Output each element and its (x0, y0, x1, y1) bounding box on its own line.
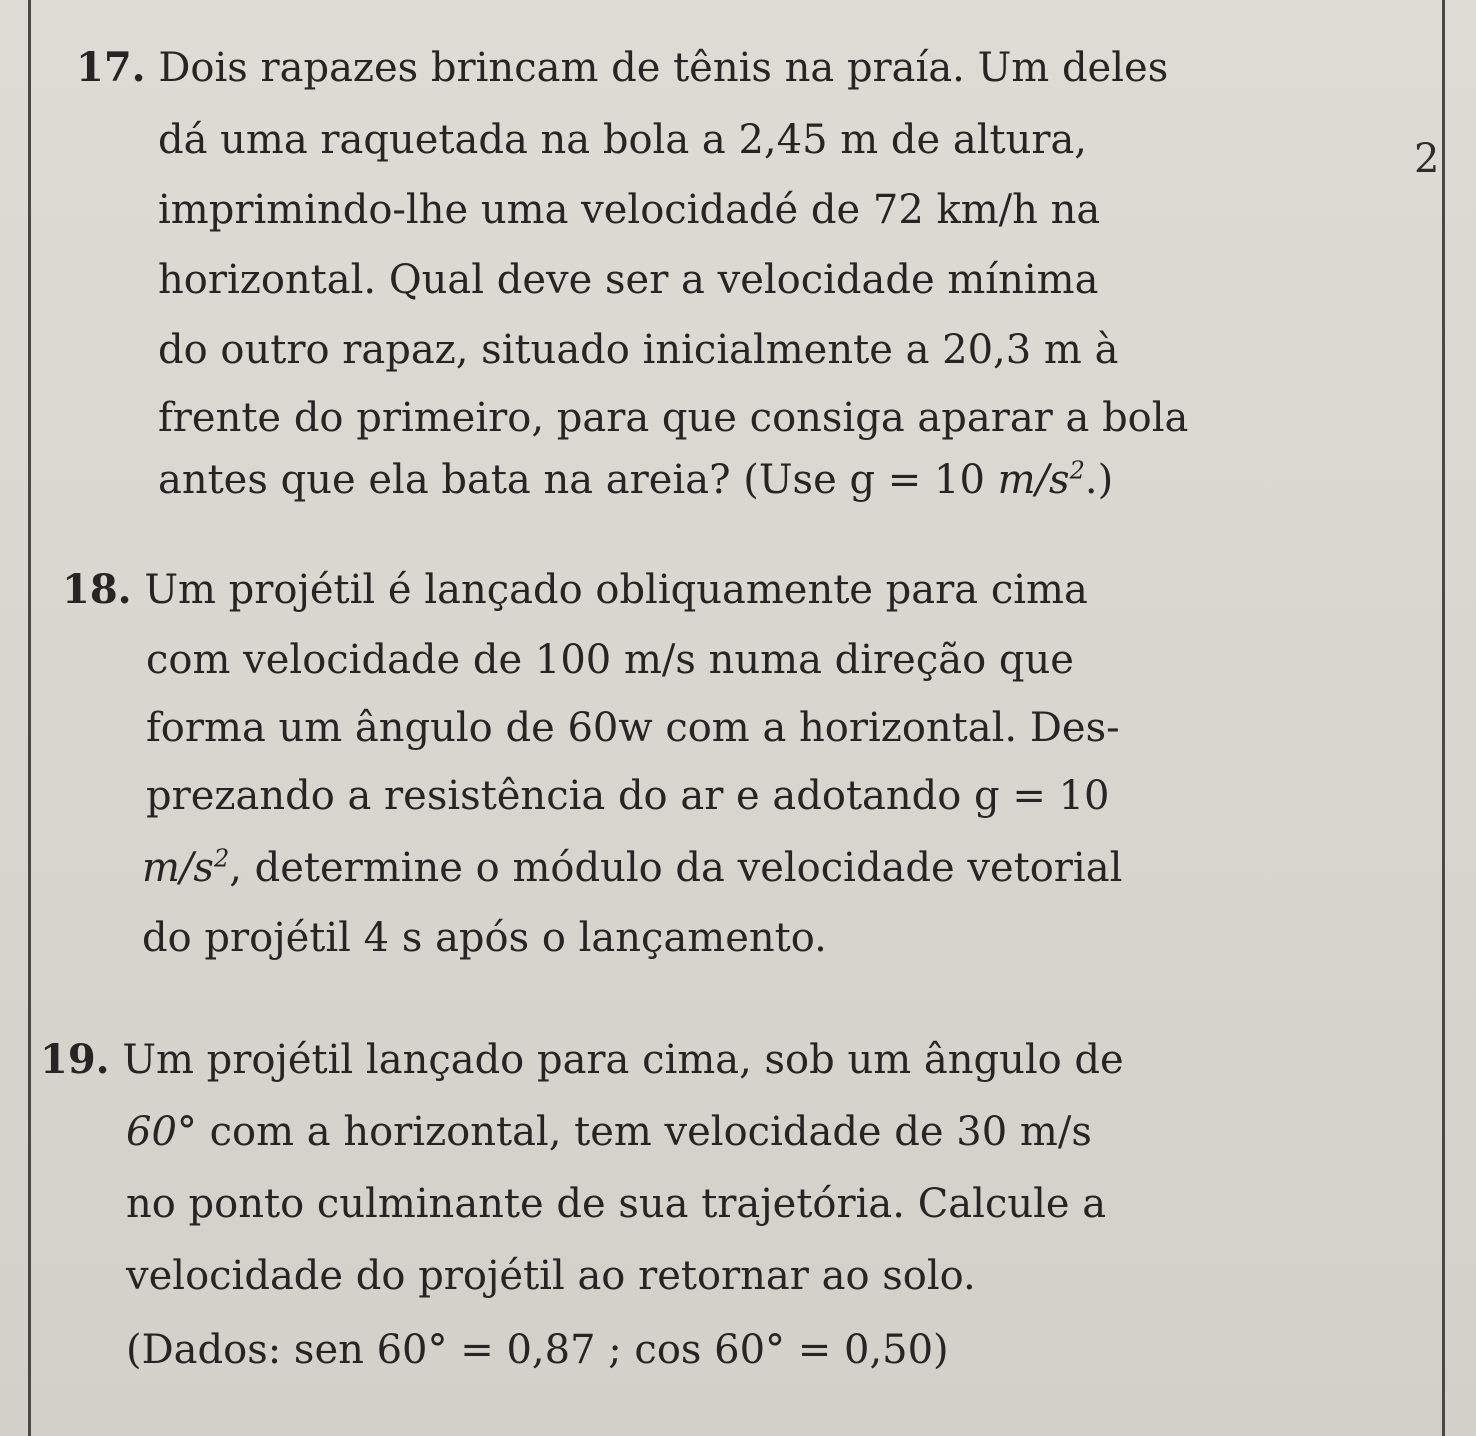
q19-line-3: no ponto culminante de sua trajetória. Calcule a (126, 1181, 1107, 1227)
left-margin-rule (28, 0, 31, 1436)
q19-line-1 (40, 1036, 1124, 1083)
q17-line-6: frente do primeiro, para que consiga aparar a bola (158, 395, 1189, 441)
q19-text-1: Um projétil lançado para cima, sob um ângulo de (122, 1037, 1124, 1083)
q19-line-4: velocidade do projétil ao retornar ao solo. (126, 1253, 976, 1299)
q17-line-4: horizontal. Qual deve ser a velocidade mínima (158, 257, 1099, 303)
right-margin-rule (1442, 0, 1445, 1436)
q17-g-exponent: 2 (1069, 456, 1085, 485)
q17-g-unit: m/s (997, 457, 1070, 503)
q18-line-4: prezando a resistência do ar e adotando g = 10 (146, 773, 1110, 819)
q18-line-6: do projétil 4 s após o lançamento. (142, 915, 827, 961)
q18-line-1 (62, 566, 1088, 613)
q18-line-5 (142, 844, 1123, 891)
q17-line-3: imprimindo-lhe uma velocidadé de 72 km/h na (158, 187, 1101, 233)
q17-line-2: dá uma raquetada na bola a 2,45 m de altura, (158, 117, 1088, 163)
q18-line-3: forma um ângulo de 60w com a horizontal. Des- (146, 705, 1120, 751)
margin-mark: 2 (1414, 136, 1440, 182)
q19-line-2 (126, 1109, 1092, 1155)
q17-line-7 (158, 456, 1114, 503)
q17-number: 17. (76, 44, 146, 91)
q18-line-5-text: , determine o módulo da velocidade vetorial (229, 845, 1123, 891)
q19-angle: 60° (126, 1109, 197, 1155)
q17-text-1: Dois rapazes brincam de tênis na praía. Um deles (158, 45, 1169, 91)
q18-line-2: com velocidade de 100 m/s numa direção que (146, 637, 1074, 683)
q17-line-7-end: .) (1084, 457, 1114, 503)
q19-line-2-text: com a horizontal, tem velocidade de 30 m/s (196, 1109, 1092, 1155)
q17-line-7-text: antes que ela bata na areia? (Use g = 10 (158, 457, 998, 503)
q17-line-5: do outro rapaz, situado inicialmente a 20,3 m à (158, 327, 1119, 373)
q18-g-exponent: 2 (213, 844, 230, 873)
q18-g-unit: m/s (142, 845, 214, 891)
q18-text-1: Um projétil é lançado obliquamente para cima (144, 567, 1088, 613)
q17-line-1 (76, 44, 1169, 91)
q18-number: 18. (62, 566, 132, 613)
q19-line-5: (Dados: sen 60° = 0,87 ; cos 60° = 0,50) (126, 1327, 949, 1373)
q19-number: 19. (40, 1036, 110, 1083)
